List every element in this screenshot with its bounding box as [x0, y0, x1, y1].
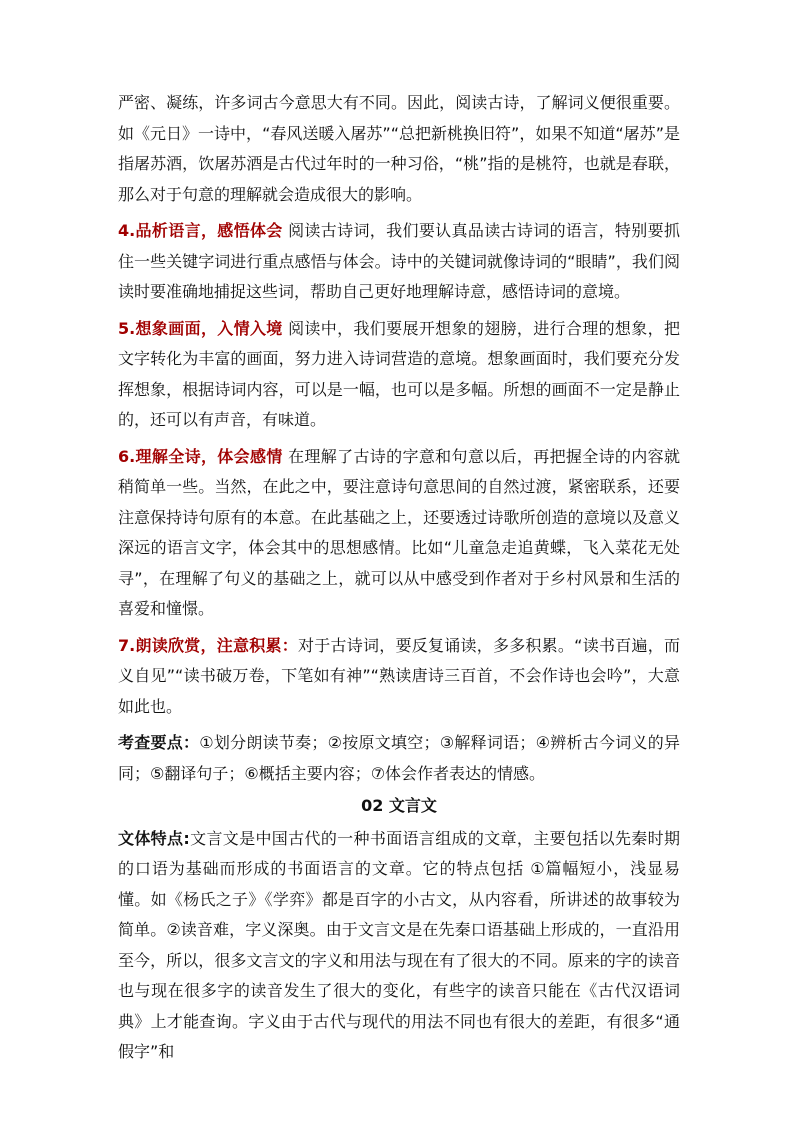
item-heading-2: 体会感情 — [217, 446, 283, 466]
item-heading-sep: ， — [200, 221, 218, 240]
item-heading-sep: ， — [200, 635, 217, 655]
paragraph-7 — [118, 631, 680, 723]
item-heading-2: 入情入境 — [217, 318, 283, 338]
paragraph-4 — [118, 216, 680, 308]
item-heading-colon: ： — [281, 635, 298, 655]
item-number: 6. — [118, 446, 136, 466]
paragraph-6 — [118, 442, 680, 625]
style-features-text: 文言文是中国古代的一种书面语言组成的文章，主要包括以先秦时期的口语为基础而形成的书面语言的文章。它的特点包括 ①篇幅短小，浅显易懂。如《杨氏之子》《学弈》都是百字的小古文，从内容看，所讲述的故事较为简单。②读音难，字义深奥。由于文言文是在先秦口语基础上形成的，一直沿用至今，所以，很多文言文的字义和用法与现在有了很大的不同。原来的字的读音也与现在很多字的读音发生了很大的变化，有些字的读音只能在《古代汉语词典》上才能查询。字义由于古代与现代的用法不同也有很大的差距，有很多“通假字”和 — [118, 828, 680, 1061]
item-text: 在理解了古诗的字意和句意以后，再把握全诗的内容就稍简单一些。当然，在此之中，要注意诗句意思间的自然过渡，紧密联系，还要注意保持诗句原有的本意。在此基础之上，还要透过诗歌所创造的意境以及意义深远的语言文字，体会其中的思想感情。比如“儿童急走追黄蝶，飞入菜花无处寻”，在理解了句义的基础之上，就可以从中感受到作者对于乡村风景和生活的喜爱和憧憬。 — [118, 446, 680, 618]
item-text: 阅读中，我们要展开想象的翅膀，进行合理的想象，把文字转化为丰富的画面，努力进入诗词营造的意境。想象画面时，我们要充分发挥想象，根据诗词内容，可以是一幅，也可以是多幅。所想的画面不一定是静止的，还可以有声音，有味道。 — [118, 318, 680, 429]
item-heading-1: 朗读欣赏 — [135, 635, 201, 655]
item-text: 阅读古诗词，我们要认真品读古诗词的语言，特别要抓住一些关键字词进行重点感悟与体会。诗中的关键词就像诗词的“眼睛”，我们阅读时要准确地捕捉这些词，帮助自己更好地理解诗意，感悟诗词的意境。 — [118, 221, 680, 301]
exam-points-label: 考查要点： — [118, 733, 200, 752]
item-heading-1: 理解全诗 — [135, 446, 201, 466]
item-heading-sep: ， — [200, 318, 218, 338]
exam-points-text: ①划分朗读节奏；②按原文填空；③解释词语；④辨析古今词义的异同；⑤翻译句子；⑥概括主要内容；⑦体会作者表达的情感。 — [118, 733, 680, 783]
exam-points — [118, 728, 680, 789]
paragraph-continued: 严密、凝练，许多词古今意思大有不同。因此，阅读古诗，了解词义便很重要。如《元日》一诗中，“春风送暖入屠苏”“总把新桃换旧符”，如果不知道“屠苏”是指屠苏酒，饮屠苏酒是古代过年时的一种习俗，“桃”指的是桃符，也就是春联，那么对于句意的理解就会造成很大的影响。 — [118, 93, 680, 204]
item-text: 对于古诗词，要反复诵读，多多积累。“读书百遍，而义自见”“读书破万卷，下笔如有神”“熟读唐诗三百首，不会作诗也会吟”，大意如此也。 — [118, 635, 680, 716]
document-page — [118, 88, 680, 1074]
item-heading-sep: ， — [200, 446, 218, 466]
item-heading-1: 品析语言 — [135, 221, 201, 240]
section-title: 02 文言文 — [361, 796, 437, 815]
item-number: 7. — [118, 635, 136, 655]
item-number: 5. — [118, 318, 136, 338]
item-heading-1: 想象画面 — [135, 318, 201, 338]
item-heading-2: 注意积累 — [216, 635, 282, 655]
item-heading-2: 感悟体会 — [217, 221, 283, 240]
paragraph-5 — [118, 314, 680, 436]
item-number: 4. — [118, 221, 136, 240]
style-features-paragraph — [118, 824, 680, 1068]
style-features-label: 文体特点: — [118, 828, 190, 848]
